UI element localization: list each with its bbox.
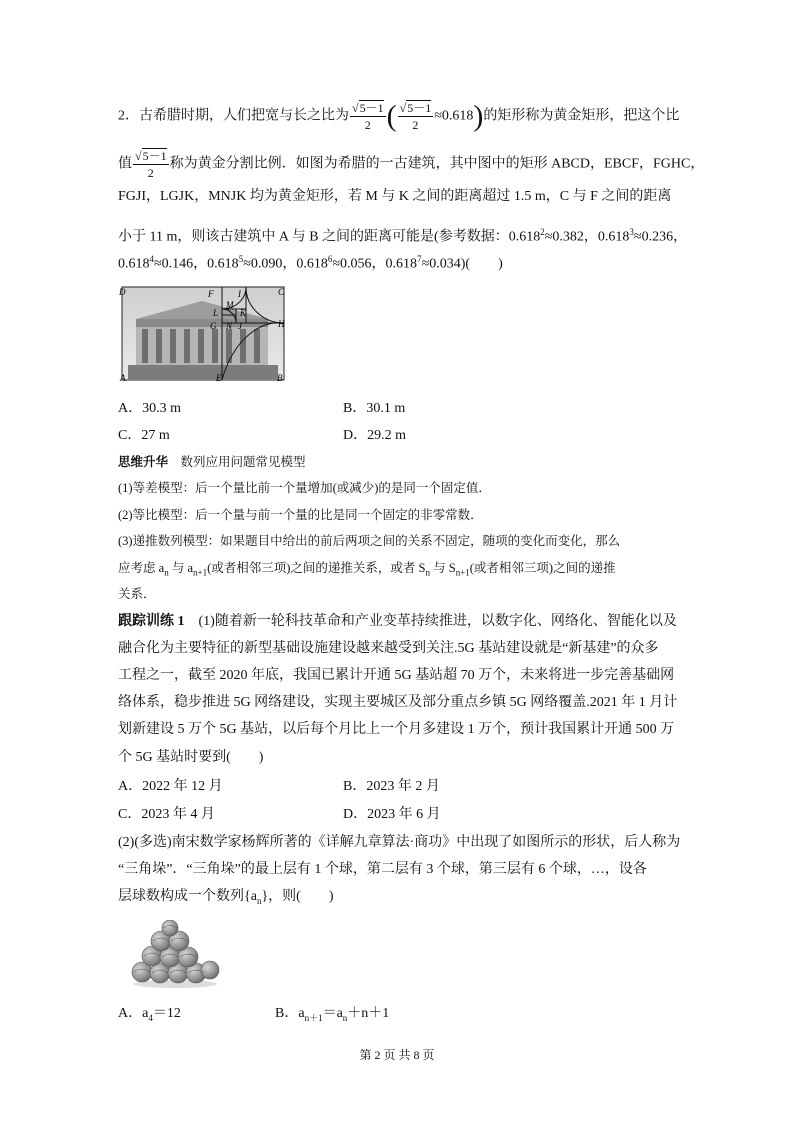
svg-text:G: G xyxy=(210,321,217,331)
practice2-line-1: (2)(多选)南宋数学家杨辉所著的《详解九章算法·商功》中出现了如图所示的形状，后人称为 xyxy=(118,835,681,850)
practice-option-d: D．2023 年 6 月 xyxy=(343,807,441,822)
practice-option-a: A．2022 年 12 月 xyxy=(118,779,223,794)
svg-text:H: H xyxy=(278,319,285,329)
approx-value: ≈0.618 xyxy=(434,108,474,124)
summary-item-3: (3)递推数列模型：如果题目中给出的前后两项之间的关系不固定，随项的变化而变化，那么 xyxy=(118,534,621,548)
q2-text: 的矩形称为黄金矩形，把这个比 xyxy=(483,108,680,124)
practice-option-b: B．2023 年 2 月 xyxy=(343,779,440,794)
q2-option-d: D．29.2 m xyxy=(343,428,406,443)
page-footer: 第 2 页 共 8 页 xyxy=(359,1048,435,1062)
summary-item-3-end: 关系． xyxy=(118,587,156,601)
right-paren: ) xyxy=(473,99,484,133)
svg-text:E: E xyxy=(216,373,222,383)
practice-line-4: 络体系，稳步推进 5G 网络建设，实现主要城区及部分重点乡镇 5G 网络覆盖.2021 年 1 月计 xyxy=(118,695,678,710)
svg-text:A: A xyxy=(120,373,126,383)
practice2-line-3: 层球数构成一个数列$\{a_n\}$，则( ) xyxy=(118,889,334,906)
summary-item-2: (2)等比模型：后一个量与前一个量的比是同一个固定的非零常数． xyxy=(118,508,483,522)
svg-text:L: L xyxy=(213,308,219,318)
q2-line-5: $0.618^4\approx 0.146$，$0.618^5\approx 0.090$，$0.618^6\approx 0.056$，$0.618^7\approx 0.034$)( ) xyxy=(118,254,503,272)
fraction: $\frac{√5-1}{2}$ xyxy=(135,149,167,180)
q2-line-1 xyxy=(118,100,679,133)
left-paren: ( xyxy=(386,99,397,133)
q2-option-a: A．30.3 m xyxy=(118,401,181,416)
svg-text:B: B xyxy=(277,373,283,383)
q2-line-3: FGJI，LGJK，MNJK 均为黄金矩形，若 M 与 K 之间的距离超过 1.5 m，C 与 F 之间的距离 xyxy=(118,189,672,204)
svg-text:D: D xyxy=(119,287,126,297)
svg-text:K: K xyxy=(240,308,247,318)
svg-text:N: N xyxy=(226,321,233,331)
practice-option-c: C．2023 年 4 月 xyxy=(118,807,215,822)
q2-option-c: C．27 m xyxy=(118,428,170,443)
q2-line-4: 小于 11 m，则该古建筑中 A 与 B 之间的距离可能是(参考数据：$0.618^2\approx 0.382$，$0.618^3\approx 0.236$， xyxy=(118,227,688,245)
practice-line-1: 跟踪训练 1 (1)随着新一轮科技革命和产业变革持续推进，以数字化、网络化、智能化以及 xyxy=(118,614,677,629)
golden-rectangle-temple-figure xyxy=(118,285,290,385)
svg-text:M: M xyxy=(226,300,234,310)
ball-pyramid-image xyxy=(130,920,220,990)
practice2-line-2: “三角垛”．“三角垛”的最上层有 1 个球，第二层有 3 个球，第三层有 6 个球，…，设各 xyxy=(118,862,647,877)
fraction: $\frac{√5-1}{2}$ xyxy=(399,101,432,132)
practice2-option-b: B．$a_{n+1}=a_n+n+1$ xyxy=(275,1006,390,1023)
practice2-option-a: A．$a_4=12$ xyxy=(118,1006,181,1023)
svg-text:J: J xyxy=(238,321,242,331)
svg-text:F: F xyxy=(208,289,214,299)
q2-text: 2．古希腊时期，人们把宽与长之比为 xyxy=(118,108,349,124)
practice-line-2: 融合化为主要特征的新型基础设施建设越来越受到关注.5G 基站建设就是“新基建”的众多 xyxy=(118,641,659,656)
practice-line-5: 划新建设 5 万个 5G 基站，以后每个月比上一个月多建设 1 万个，预计我国累计开通 500 万 xyxy=(118,722,675,737)
q2-option-b: B．30.1 m xyxy=(343,401,406,416)
practice-line-6: 个 5G 基站时要到( ) xyxy=(118,750,264,765)
fraction: $\frac{√5-1}{2}$ xyxy=(352,101,384,132)
practice-line-3: 工程之一，截至 2020 年底，我国已累计开通 5G 基站超 70 万个，未来将进一步完善基础网 xyxy=(118,668,675,683)
svg-text:C: C xyxy=(278,287,285,297)
summary-item-1: (1)等差模型：后一个量比前一个量增加(或减少)的是同一个固定值． xyxy=(118,481,491,495)
svg-text:I: I xyxy=(238,289,241,299)
q2-line-2: 值 $\frac{√5-1}{2}$ 称为黄金分割比例．如图为希腊的一古建筑，其中图中的矩形 ABCD，EBCF，FGHC， xyxy=(118,149,705,180)
summary-item-3-cont: 应考虑 $a_n$ 与 $a_{n+1}$(或者相邻三项)之间的递推关系，或者 $S_n$ 与 $S_{n+1}$(或者相邻三项)之间的递推 xyxy=(118,561,616,578)
summary-heading: 思维升华 数列应用问题常见模型 xyxy=(118,455,306,469)
